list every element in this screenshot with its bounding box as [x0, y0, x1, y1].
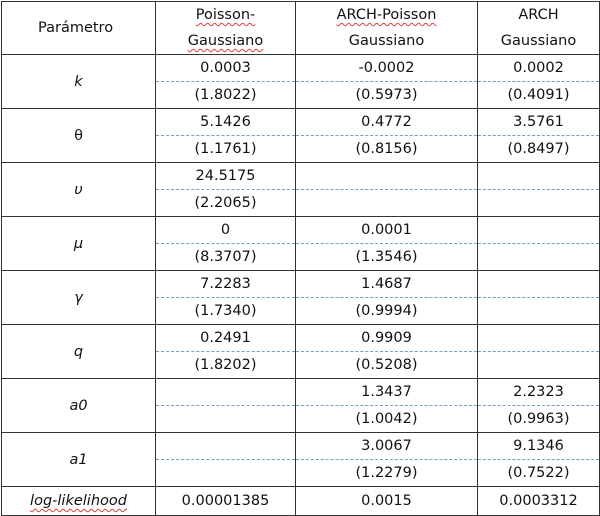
value-cell: 0.0015 [296, 487, 478, 516]
stat-cell [478, 190, 600, 217]
row-theta-estimate [2, 109, 600, 136]
header-col1-line1: Poisson- [195, 7, 256, 23]
value-cell: 3.0067 [296, 433, 478, 460]
value-cell: 9.1346 [478, 433, 600, 460]
value-cell [156, 433, 296, 460]
value-cell: 0 [156, 217, 296, 244]
row-upsilon-estimate [2, 163, 600, 190]
value-cell: 1.4687 [296, 271, 478, 298]
header-param: Parámetro [2, 2, 156, 55]
value-cell [156, 379, 296, 406]
row-gamma-estimate [2, 271, 600, 298]
param-label: θ [2, 109, 156, 163]
value-cell: 0.0002 [478, 55, 600, 82]
param-label: υ [2, 163, 156, 217]
stat-cell: (2.2065) [156, 190, 296, 217]
value-cell: 24.5175 [156, 163, 296, 190]
stat-cell: (0.4091) [478, 82, 600, 109]
row-a1-estimate [2, 433, 600, 460]
stat-cell: (0.9994) [296, 298, 478, 325]
value-cell: 0.4772 [296, 109, 478, 136]
value-cell: 5.1426 [156, 109, 296, 136]
stat-cell [296, 190, 478, 217]
value-cell: 0.0001 [296, 217, 478, 244]
row-log-likelihood [2, 487, 600, 516]
header-col2-line2: Gaussiano [348, 33, 425, 49]
stat-cell: (8.3707) [156, 244, 296, 271]
value-cell: 2.2323 [478, 379, 600, 406]
stat-cell: (1.0042) [296, 406, 478, 433]
param-label: k [2, 55, 156, 109]
stat-cell [478, 244, 600, 271]
header-col3-line2: Gaussiano [500, 33, 577, 49]
header-arch-poisson-gaussiano [296, 2, 478, 55]
row-mu-estimate [2, 217, 600, 244]
stat-cell: (0.7522) [478, 460, 600, 487]
row-q-estimate [2, 325, 600, 352]
stat-cell: (0.8156) [296, 136, 478, 163]
stat-cell [478, 352, 600, 379]
value-cell: 3.5761 [478, 109, 600, 136]
stat-cell: (0.5973) [296, 82, 478, 109]
param-label: q [2, 325, 156, 379]
stat-cell: (0.8497) [478, 136, 600, 163]
stat-cell: (1.2279) [296, 460, 478, 487]
value-cell: 0.2491 [156, 325, 296, 352]
stat-cell: (1.3546) [296, 244, 478, 271]
stat-cell: (1.1761) [156, 136, 296, 163]
value-cell: 0.00001385 [156, 487, 296, 516]
param-label: a1 [2, 433, 156, 487]
header-row [2, 2, 600, 55]
value-cell: 0.0003312 [478, 487, 600, 516]
parameter-table [1, 1, 600, 516]
value-cell [478, 217, 600, 244]
header-col2-line1: ARCH-Poisson [336, 7, 437, 23]
stat-cell: (0.5208) [296, 352, 478, 379]
header-col1-line2: Gaussiano [187, 33, 264, 49]
value-cell [296, 163, 478, 190]
header-poisson-gaussiano [156, 2, 296, 55]
header-col3-line1: ARCH [518, 7, 559, 23]
value-cell [478, 325, 600, 352]
value-cell: 0.9909 [296, 325, 478, 352]
stat-cell [156, 460, 296, 487]
row-a0-estimate [2, 379, 600, 406]
stat-cell: (1.8202) [156, 352, 296, 379]
stat-cell: (1.8022) [156, 82, 296, 109]
value-cell [478, 271, 600, 298]
param-label [2, 487, 156, 516]
stat-cell: (0.9963) [478, 406, 600, 433]
param-label: a0 [2, 379, 156, 433]
row-k-estimate [2, 55, 600, 82]
stat-cell: (1.7340) [156, 298, 296, 325]
value-cell [478, 163, 600, 190]
stat-cell [478, 298, 600, 325]
value-cell: -0.0002 [296, 55, 478, 82]
param-label: γ [2, 271, 156, 325]
param-label: μ [2, 217, 156, 271]
value-cell: 7.2283 [156, 271, 296, 298]
value-cell: 1.3437 [296, 379, 478, 406]
stat-cell [156, 406, 296, 433]
log-likelihood-label: log-likelihood [30, 493, 127, 509]
value-cell: 0.0003 [156, 55, 296, 82]
header-arch-gaussiano [478, 2, 600, 55]
